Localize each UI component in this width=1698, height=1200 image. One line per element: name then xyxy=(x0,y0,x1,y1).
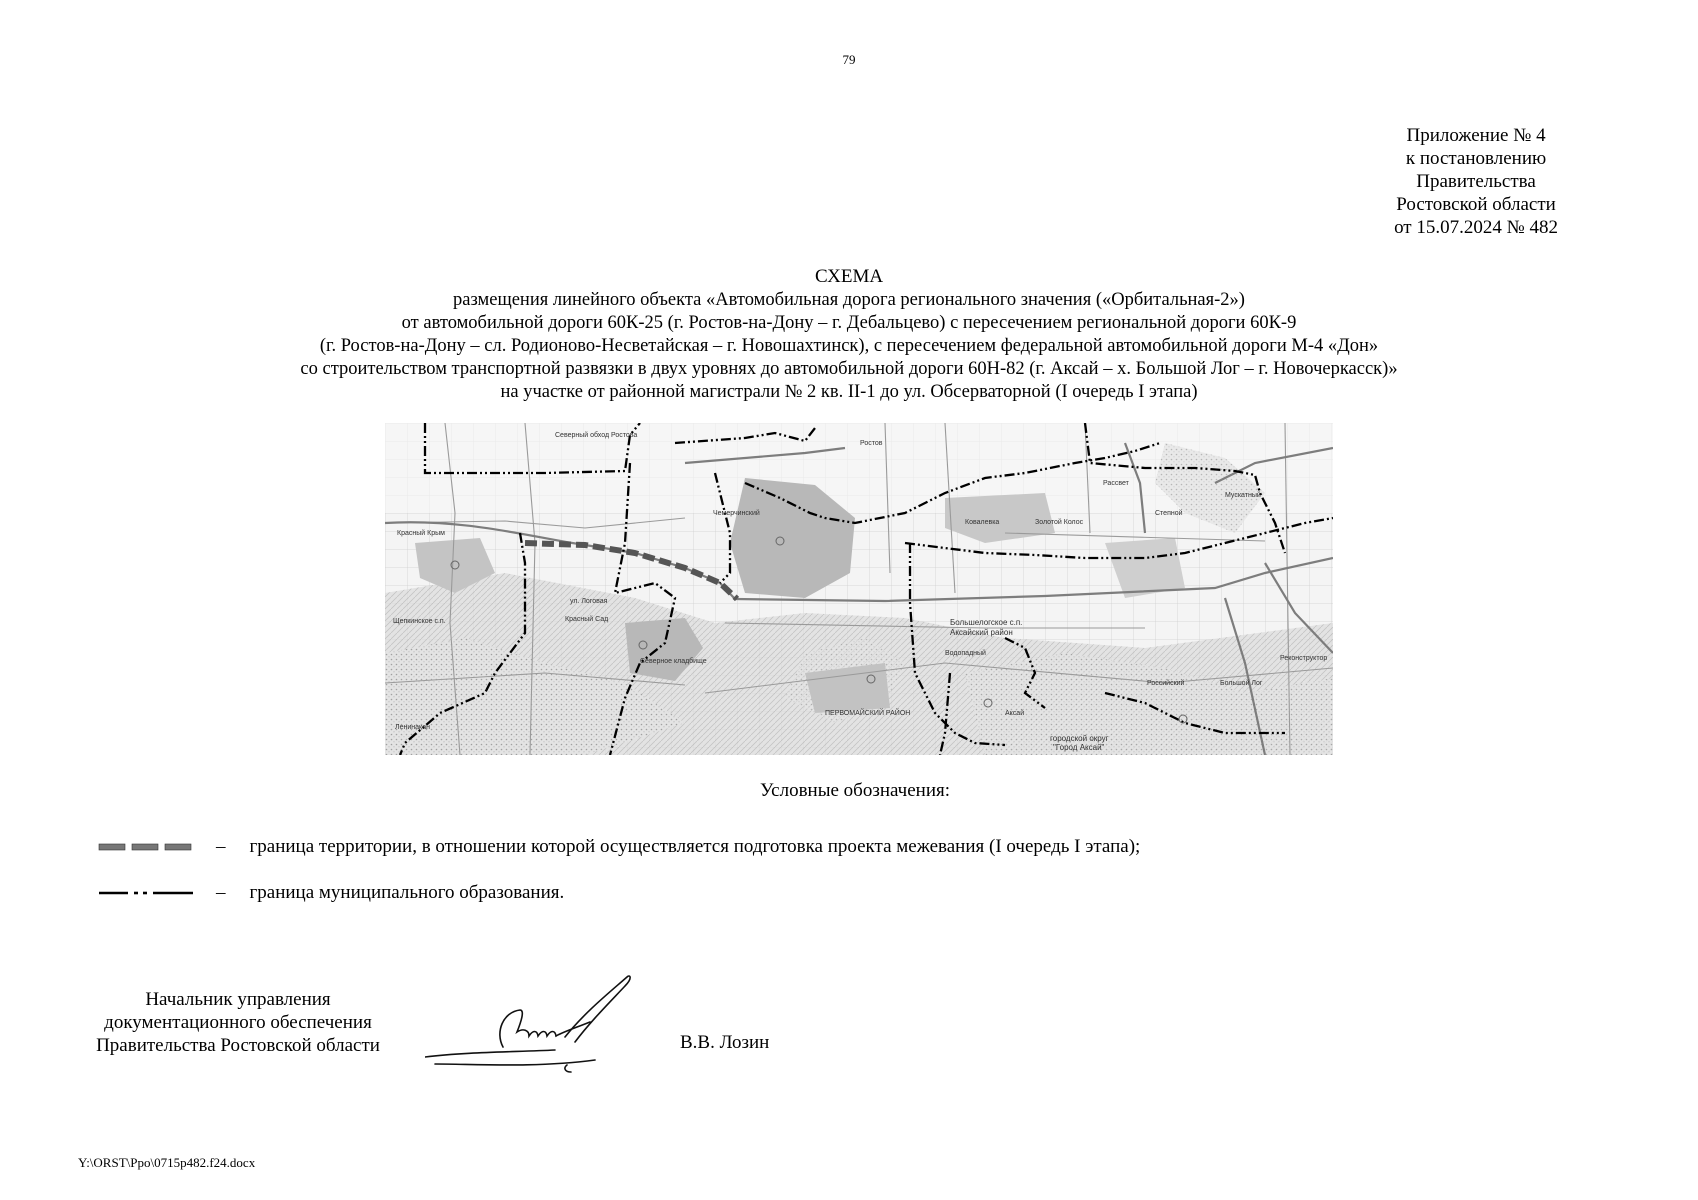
map-label: Ростов xyxy=(860,440,883,447)
scheme-map xyxy=(385,423,1333,755)
page-number: 79 xyxy=(842,52,856,67)
title-line: на участке от районной магистрали № 2 кв. II-1 до ул. Обсерваторной (I очередь I этапа) xyxy=(500,382,1198,402)
map-label: Чемерчинский xyxy=(713,510,760,517)
legend-text: граница муниципального образования. xyxy=(249,882,565,903)
map-label: "Город Аксай" xyxy=(1053,743,1105,752)
map-label: Северный обход Ростова xyxy=(555,432,638,439)
legend-dash: – xyxy=(216,836,226,857)
map-label: Мускатный xyxy=(1225,492,1261,499)
map-label: Водопадный xyxy=(945,650,986,657)
title-line: размещения линейного объекта «Автомобильная дорога регионального значения («Орбитальная-2») xyxy=(453,290,1245,310)
map-label: Степной xyxy=(1155,510,1183,517)
map-label: Золотой Колос xyxy=(1035,519,1084,526)
map-graphic xyxy=(385,423,1333,755)
document-title xyxy=(150,265,1548,404)
appendix-block xyxy=(1394,124,1558,239)
map-label: Реконструктор xyxy=(1280,655,1328,662)
map-label: Ленинакан xyxy=(395,724,430,731)
appendix-line: от 15.07.2024 № 482 xyxy=(1394,217,1558,238)
position-line: Начальник управления xyxy=(145,989,331,1010)
legend-text: граница территории, в отношении которой осуществляется подготовка проекта межевания (I очередь I этапа); xyxy=(249,836,1141,857)
handwritten-signature xyxy=(425,972,665,1082)
map-label: Аксай xyxy=(1005,710,1025,717)
map-label: Красный Сад xyxy=(565,616,609,623)
title-line: (г. Ростов-на-Дону – сл. Родионово-Несветайская – г. Новошахтинск), с пересечением федеральной автомобильной дороги М-4 «Дон» xyxy=(319,336,1379,356)
appendix-line: Ростовской области xyxy=(1396,194,1556,215)
appendix-line: Приложение № 4 xyxy=(1406,125,1546,146)
map-label: Большелогское с.п. xyxy=(950,618,1023,627)
legend-title: Условные обозначения: xyxy=(759,780,951,801)
title-heading: СХЕМА xyxy=(814,266,884,287)
legend-dash: – xyxy=(216,882,226,903)
map-label: ул. Логовая xyxy=(570,598,608,605)
map-label: Большой Лог xyxy=(1220,680,1263,687)
municipal-boundary-swatch xyxy=(98,887,194,899)
legend-item-project-boundary xyxy=(98,834,1140,860)
project-boundary-swatch xyxy=(98,841,194,853)
signatory-position xyxy=(78,988,398,1057)
map-label: Рассвет xyxy=(1103,480,1129,487)
map-label: Аксайский район xyxy=(950,628,1013,637)
legend-item-municipal-boundary xyxy=(98,880,564,906)
position-line: документационного обеспечения xyxy=(104,1012,372,1033)
map-label: Щепкинское с.п. xyxy=(393,618,446,625)
title-line: от автомобильной дороги 60К-25 (г. Ростов-на-Дону – г. Дебальцево) с пересечением региональной дороги 60К-9 xyxy=(401,313,1297,333)
map-label: городской округ xyxy=(1050,734,1109,743)
map-label: Красный Крым xyxy=(397,530,445,537)
file-path: Y:\ORST\Ppo\0715p482.f24.docx xyxy=(78,1155,256,1170)
map-label: Ковалевка xyxy=(965,519,1000,526)
appendix-line: к постановлению xyxy=(1405,148,1547,169)
title-line: со строительством транспортной развязки в двух уровнях до автомобильной дороги 60Н-82 (г. Аксай – х. Большой Лог – г. Новочеркасск)» xyxy=(300,359,1398,379)
map-label: Северное кладбище xyxy=(640,658,707,665)
appendix-line: Правительства xyxy=(1416,171,1536,192)
position-line: Правительства Ростовской области xyxy=(96,1035,380,1056)
map-label: Российский xyxy=(1147,680,1185,687)
map-label: ПЕРВОМАЙСКИЙ РАЙОН xyxy=(825,710,911,717)
signer-name: В.В. Лозин xyxy=(680,1032,770,1053)
